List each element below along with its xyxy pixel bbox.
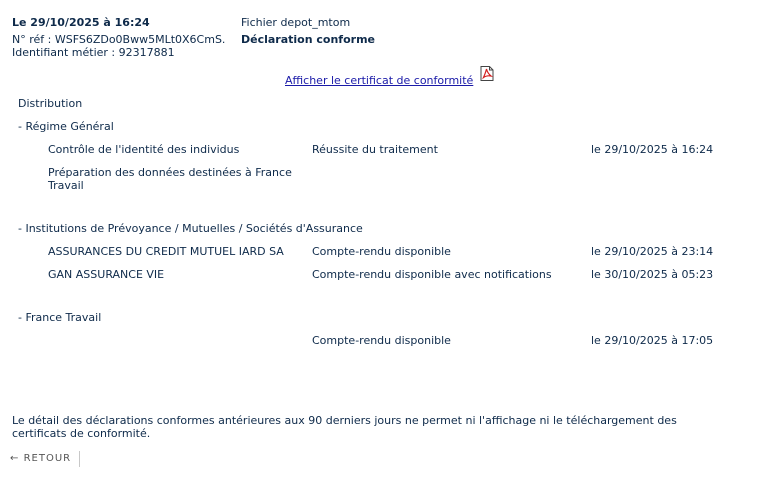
section-title-france-travail: - France Travail — [18, 311, 102, 324]
row-date: le 29/10/2025 à 16:24 — [591, 143, 714, 156]
row-date: le 30/10/2025 à 05:23 — [591, 268, 714, 281]
footer-note: Le détail des déclarations conformes antérieures aux 90 derniers jours ne permet ni l'affichage ni le téléchargement des certificats de conformité. — [12, 414, 677, 440]
arrow-left-icon: ← — [10, 453, 20, 464]
back-button-label: RETOUR — [23, 453, 72, 464]
row-status: Compte-rendu disponible avec notifications — [312, 268, 552, 281]
row-name: GAN ASSURANCE VIE — [48, 268, 165, 281]
row-date: le 29/10/2025 à 17:05 — [591, 334, 714, 347]
row-name: ASSURANCES DU CREDIT MUTUEL IARD SA — [48, 245, 284, 258]
row-status: Compte-rendu disponible — [312, 334, 451, 347]
row-date: le 29/10/2025 à 23:14 — [591, 245, 714, 258]
declaration-date: Le 29/10/2025 à 16:24 — [12, 16, 150, 29]
declaration-status: Déclaration conforme — [241, 33, 375, 46]
reference-number: N° réf : WSFS6ZDo0Bww5MLt0X6CmS. — [12, 33, 226, 46]
business-identifier: Identifiant métier : 92317881 — [12, 46, 175, 59]
row-status: Compte-rendu disponible — [312, 245, 451, 258]
row-name: Préparation des données destinées à France Travail — [48, 166, 292, 192]
distribution-title: Distribution — [18, 97, 83, 110]
row-status: Réussite du traitement — [312, 143, 438, 156]
pdf-icon[interactable] — [480, 66, 494, 81]
file-name: Fichier depot_mtom — [241, 16, 351, 29]
section-title-institutions: - Institutions de Prévoyance / Mutuelles / Sociétés d'Assurance — [18, 222, 363, 235]
section-title-regime-general: - Régime Général — [18, 120, 114, 133]
row-name: Contrôle de l'identité des individus — [48, 143, 240, 156]
back-button[interactable] — [0, 451, 80, 467]
certificate-link[interactable]: Afficher le certificat de conformité — [285, 74, 474, 87]
